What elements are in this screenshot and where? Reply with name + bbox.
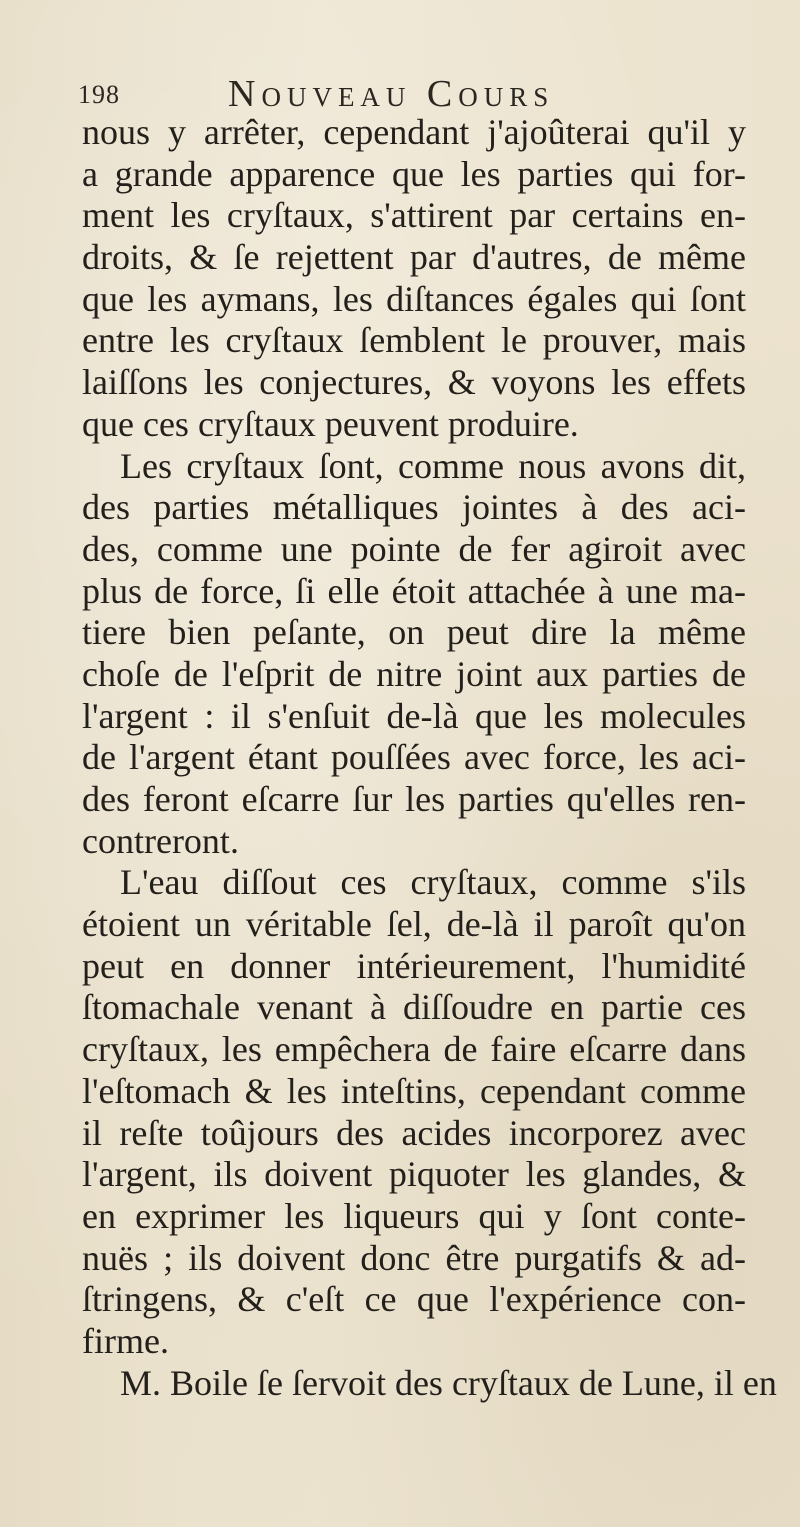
text-line: firme.: [82, 1320, 169, 1361]
text-line: choſe de l'eſprit de nitre joint aux parties de: [82, 653, 746, 694]
text-line: l'argent, ils doivent piquoter les glandes, &: [82, 1154, 746, 1195]
text-line: ment les cryſtaux, s'attirent par certains en-: [82, 195, 746, 236]
running-head: Nouveau Cours: [228, 73, 555, 115]
text-line: que les aymans, les diſtances égales qui ſont: [82, 278, 746, 319]
text-line: ſtomachale venant à diſſoudre en partie ces: [82, 987, 746, 1028]
text-line: tiere bien peſante, on peut dire la même: [82, 612, 746, 653]
text-line: nous y arrêter, cependant j'ajoûterai qu'il y: [82, 112, 746, 152]
text-line: de l'argent étant pouſſées avec force, les aci-: [82, 737, 746, 778]
body-text: [82, 112, 777, 1404]
text-line: plus de force, ſi elle étoit attachée à une ma-: [82, 570, 746, 611]
page-number: 198: [78, 80, 120, 109]
text-line: laiſſons les conjectures, & voyons les effets: [82, 362, 746, 403]
paragraph-start-line: M. Boile ſe ſervoit des cryſtaux de Lune, il en: [120, 1362, 777, 1403]
text-line: l'argent : il s'enſuit de-là que les molecules: [82, 695, 746, 736]
text-line: entre les cryſtaux ſemblent le prouver, mais: [82, 320, 746, 361]
text-line: étoient un véritable ſel, de-là il paroît qu'on: [82, 904, 746, 945]
text-line: des, comme une pointe de fer agiroit avec: [82, 528, 746, 569]
text-line: cryſtaux, les empêchera de faire eſcarre dans: [82, 1029, 746, 1070]
text-line: que ces cryſtaux peuvent produire.: [82, 403, 579, 444]
text-line: a grande apparence que les parties qui for-: [82, 153, 746, 194]
text-line: des feront eſcarre ſur les parties qu'elles ren-: [82, 779, 746, 819]
paragraph-start-line: Les cryſtaux ſont, comme nous avons dit,: [120, 445, 746, 486]
text-line: en exprimer les liqueurs qui y ſont conte-: [82, 1195, 746, 1236]
text-line: des parties métalliques jointes à des aci-: [82, 487, 746, 528]
text-line: ſtringens, & c'eſt ce que l'expérience con-: [82, 1279, 746, 1320]
text-line: peut en donner intérieurement, l'humidité: [82, 945, 746, 986]
paragraph-start-line: L'eau diſſout ces cryſtaux, comme s'ils: [120, 862, 746, 903]
page-header: [78, 72, 758, 115]
text-line: droits, & ſe rejettent par d'autres, de même: [82, 237, 746, 278]
text-line: il reſte toûjours des acides incorporez avec: [82, 1112, 746, 1153]
text-line: contreront.: [82, 820, 239, 861]
text-line: l'eſtomach & les inteſtins, cependant comme: [82, 1070, 746, 1111]
text-line: nuës ; ils doivent donc être purgatifs & ad-: [82, 1237, 746, 1278]
